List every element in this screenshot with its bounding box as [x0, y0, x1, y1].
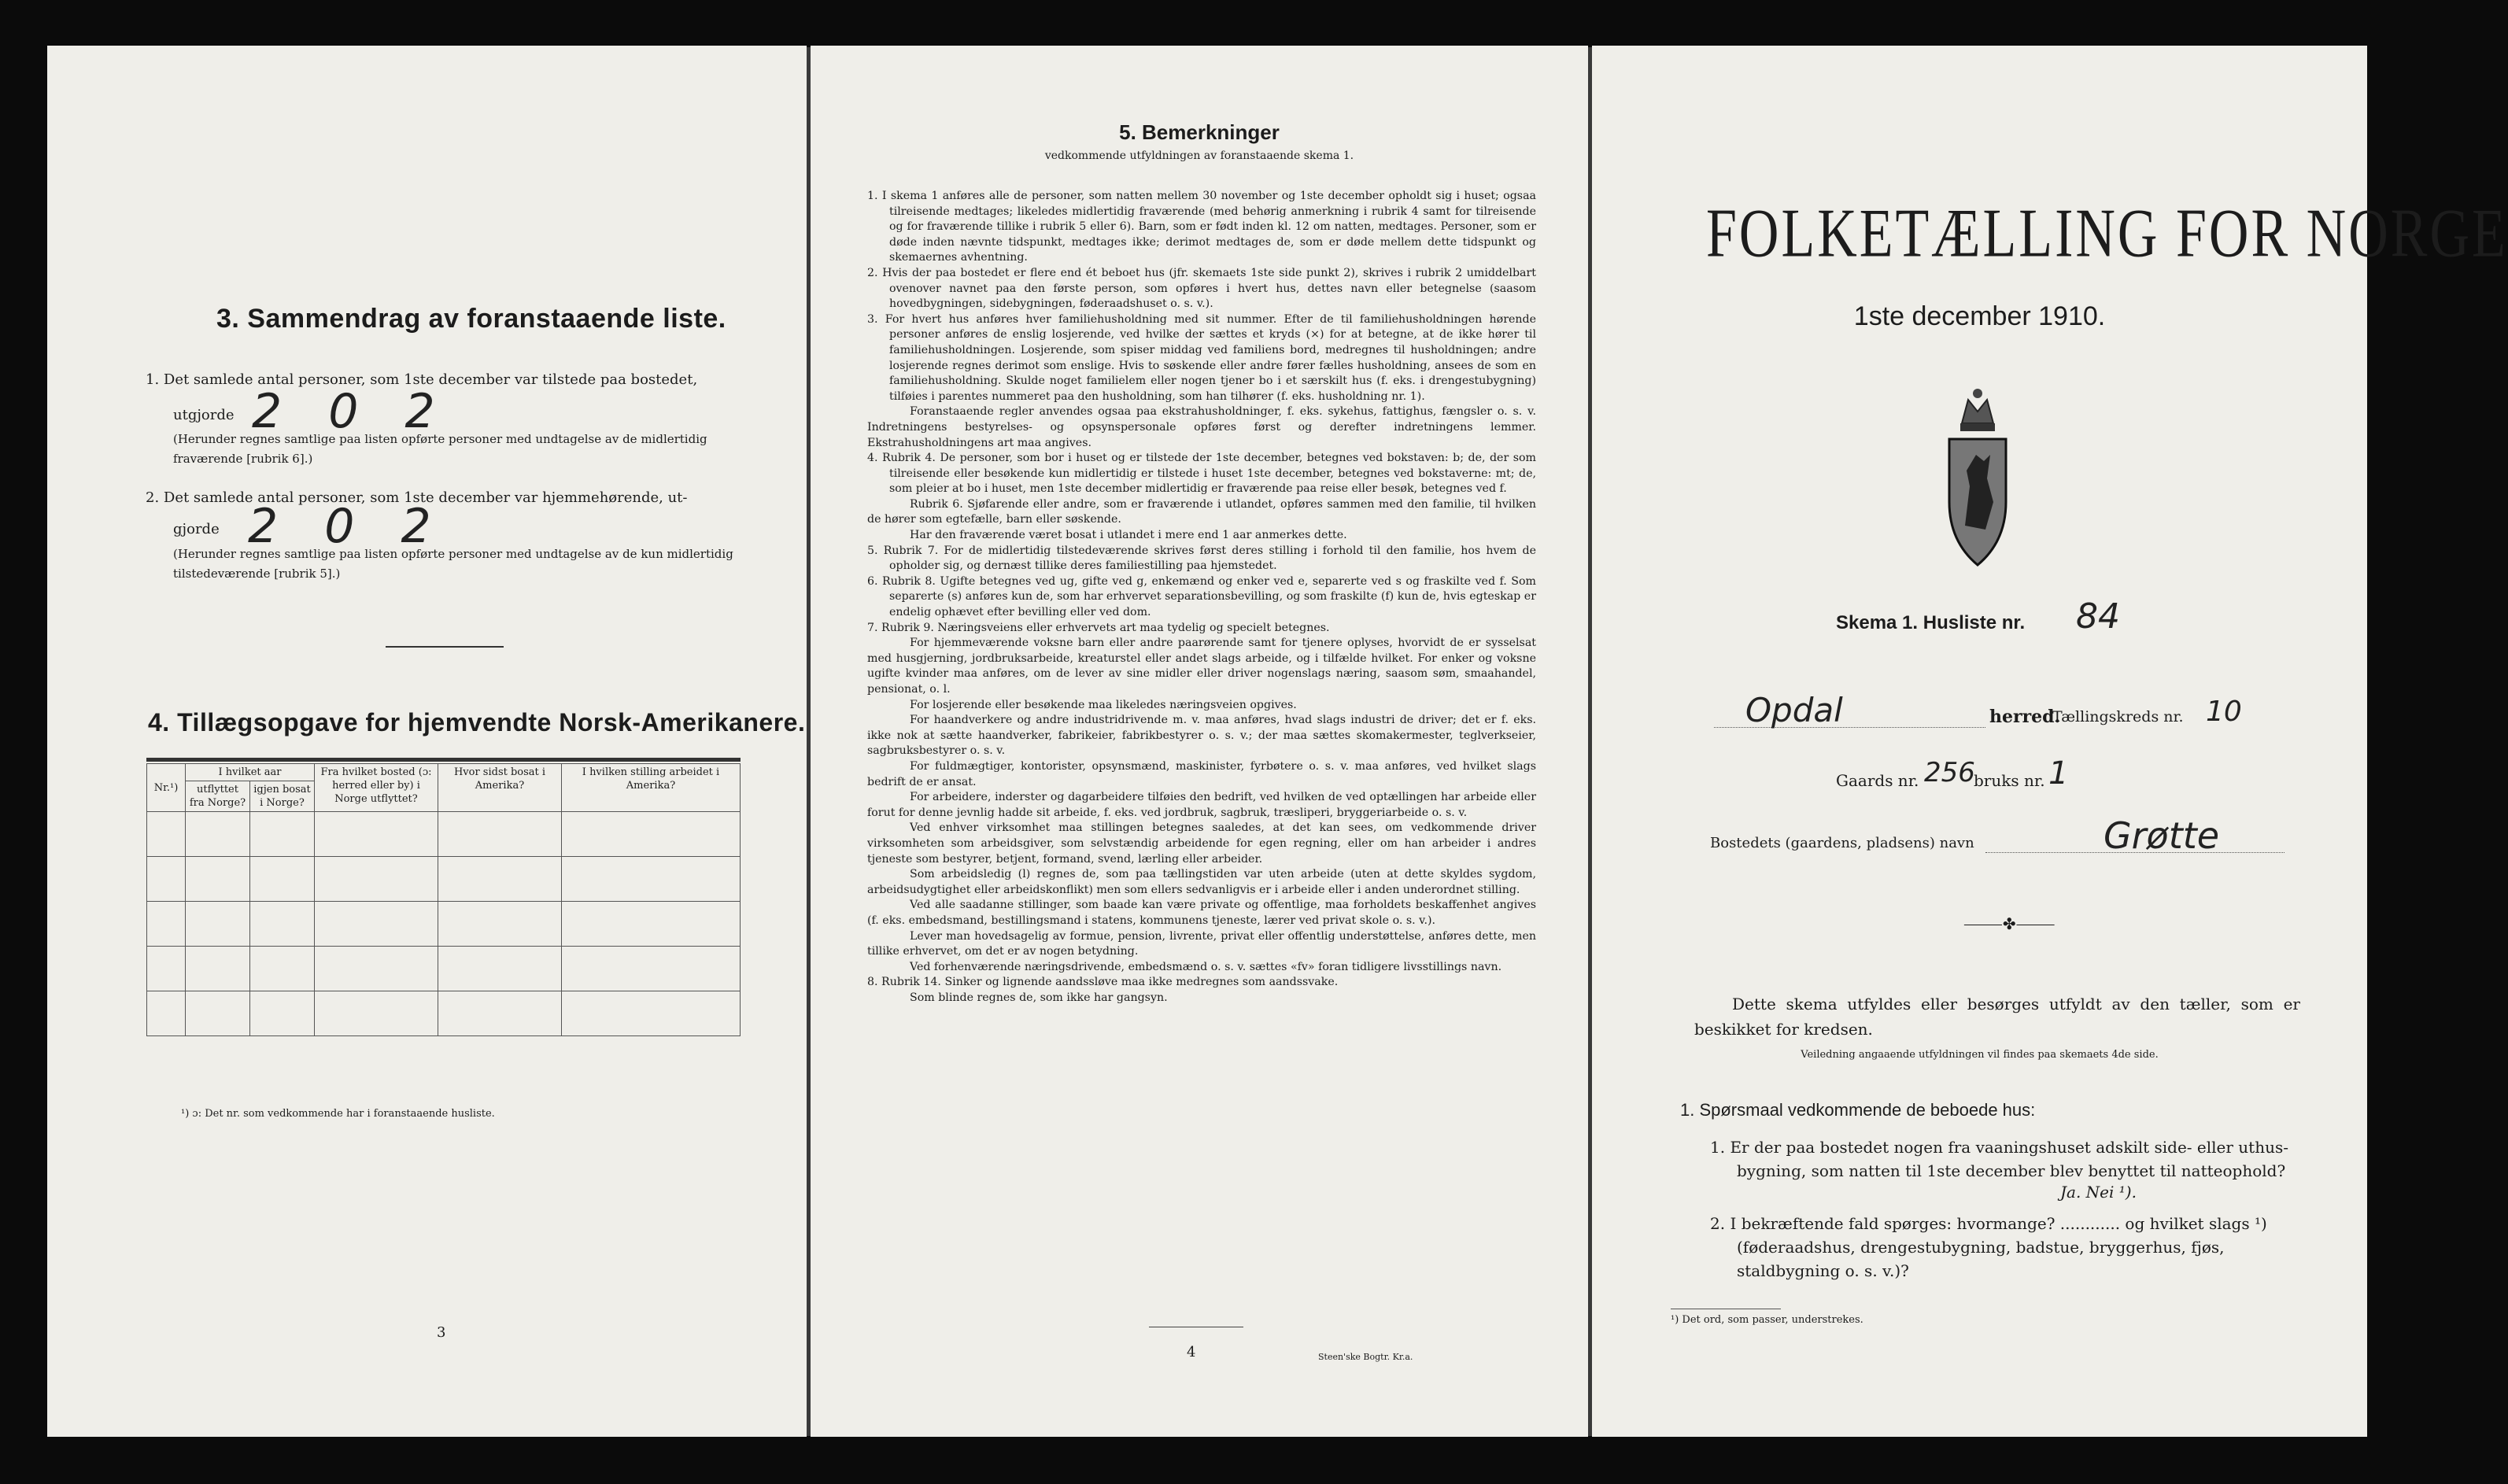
col-returned: igjen bosat i Norge?	[250, 781, 315, 812]
remark-7-c: For haandverkere og andre industridrivende m. v. maa anføres, hvad slags industri de driver; det er f. eks. ikke nok at sætte haandverker, fabrikeier, fabrikbestyrer o. s. v.; der maa sættes skomakermester, teglverkseier, sagbruksbestyrer o. s. v.	[867, 714, 1536, 758]
bosted-line	[1710, 814, 2308, 860]
table-row	[147, 857, 741, 902]
question-2: 2. I bekræftende fald spørges: hvormange? ............ og hvilket slags ¹) (føderaadshus, drengestubygning, badstue, bryggerhus, fjøs, staldbygning o. s. v.)?	[1710, 1214, 2267, 1280]
questions-heading: 1. Spørsmaal vedkommende de beboede hus:	[1680, 1100, 2036, 1120]
remarks-list	[867, 189, 1536, 1006]
remark-7-f: Ved enhver virksomhet maa stillingen betegnes saaledes, at det kan sees, om vedkommende driver virksomheten som arbeidsgiver, som selvstændig arbeidende for egen regning, eller om han arbeider i andres tjeneste som bestyrer, betjent, formand, svend, lærling eller arbeider.	[867, 821, 1536, 866]
remark-7-j: Ved forhenværende næringsdrivende, embedsmænd o. s. v. sættes «fv» foran tidligere livsstillings navn.	[910, 960, 1502, 973]
page-number-4: 4	[1187, 1344, 1196, 1360]
col-group-year: I hvilket aar	[186, 764, 315, 781]
remark-4-rubrik6: Rubrik 6. Sjøfarende eller andre, som er fraværende i utlandet, opføres sammen med den familie, til hvilken de hører som egtefælle, barn eller søskende.	[867, 497, 1536, 526]
bruks-value: 1	[2048, 755, 2069, 792]
col-emigrated: utflyttet fra Norge?	[186, 781, 250, 812]
schema-label: Skema 1. Husliste nr.	[1836, 612, 2026, 633]
section-5-subtitle: vedkommende utfyldningen av foranstaaende skema 1.	[1044, 150, 1354, 162]
remark-2: 2. Hvis der paa bostedet er flere end ét beboet hus (jfr. skemaets 1ste side punkt 2), skrives i rubrik 2 umiddelbart ovenover navnet paa den første person, som opføres i hvert hus, dettes navn eller betegnelse (saasom hovedbygningen, sidebygningen, føderaadshuset o. s. v.).	[867, 266, 1536, 311]
coat-of-arms-icon	[1938, 368, 2017, 573]
footnote: ¹) Det ord, som passer, understrekes.	[1671, 1314, 1863, 1326]
divider	[386, 646, 504, 648]
ornament-icon: ⸻✤⸻	[1963, 914, 2056, 933]
remark-4: 4. Rubrik 4. De personer, som bor i huset og er tilstede der 1ste december, betegnes ved bokstaven: b; de, der som tilreisende eller besøkende kun midlertidig er tilstede i huset 1ste december, betegnes ved bokstaverne: mt; de, som pleier at bo i huset, men 1ste december midlertidig er fraværende paa reise eller besøk, betegnes ved f.	[867, 452, 1536, 496]
remark-5: 5. Rubrik 7. For de midlertidig tilstedeværende skrives først deres stilling i forhold til den familie, hos hvem de opholder sig, og dernæst tillike deres familiestilling paa hjemstedet.	[867, 544, 1536, 573]
item-2-text: 2. Det samlede antal personer, som 1ste december var hjemmehørende, ut-	[146, 489, 688, 506]
printer-mark: Steen'ske Bogtr. Kr.a.	[1318, 1352, 1413, 1362]
norsk-amerikanere-table	[146, 763, 741, 1036]
intro-text: Dette skema utfyldes eller besørges utfyldt av den tæller, som er beskikket for kredsen.	[1694, 995, 2300, 1039]
item-1-value: 2 0 2	[252, 384, 451, 439]
section-5-title: 5. Bemerkninger	[1119, 120, 1280, 144]
gaards-label: Gaards nr.	[1836, 771, 1919, 790]
question-1: 1. Er der paa bostedet nogen fra vaaningshuset adskilt side- eller uthus-bygning, som natten til 1ste december blev benyttet til natteophold?	[1710, 1138, 2288, 1180]
gaards-line	[1836, 755, 2229, 792]
col-last-residence: Hvor sidst bosat i Amerika?	[438, 764, 562, 812]
col-occupation: I hvilken stilling arbeidet i Amerika?	[562, 764, 741, 812]
remark-6: 6. Rubrik 8. Ugifte betegnes ved ug, gifte ved g, enkemænd og enker ved e, separerte ved s og fraskilte ved f. Som separerte (s) anføres kun de, som har erhvervet separationsbevilling, og som fraskilte (f) kun de, hvis egteskap er endelig ophævet efter bevilling eller ved dom.	[867, 574, 1536, 619]
remark-7-b: For losjerende eller besøkende maa likeledes næringsveien opgives.	[910, 698, 1297, 711]
remark-7-e: For arbeidere, inderster og dagarbeidere tilføies den bedrift, ved hvilken de ved optællingen har arbeide eller forut for denne jevnlig hadde sit arbeide, f. eks. ved jordbruk, sagbruk, træsliperi, bryggeriarbeide o. s. v.	[867, 791, 1536, 819]
page-4-remarks	[811, 46, 1588, 1437]
page-number-3: 3	[437, 1324, 446, 1341]
remark-8: 8. Rubrik 14. Sinker og lignende aandssløve maa ikke medregnes som aandssvake.	[867, 976, 1339, 989]
remark-7-a: For hjemmeværende voksne barn eller andre paarørende samt for tjenere oplyses, hvorvidt de er sysselsat med husgjerning, jordbruksarbeide, kreaturstel eller andet slags arbeide, og i tilfælde hvilket. For enker og voksne ugifte kvinder maa anføres, om de lever av sine midler eller driver nogenslags næring, saasom søm, smaahandel, pensionat, o. l.	[867, 637, 1536, 696]
remark-3-ext: Foranstaaende regler anvendes ogsaa paa ekstrahusholdninger, f. eks. sykehus, fattighus, fængsler o. s. v. Indretningens bestyrelses- og opsynspersonale opføres først og derefter indretningens lemmer. Ekstrahusholdningens art maa angives.	[867, 405, 1536, 449]
remark-7-g: Som arbeidsledig (l) regnes de, som paa tællingstiden var uten arbeide (uten at dette skyldes sygdom, arbeidsudygtighet eller arbeidskonflikt) men som ellers sedvanligvis er i arbeide eller i anden underordnet stilling.	[867, 868, 1536, 896]
page-3-summary	[47, 46, 807, 1437]
kreds-value: 10	[2206, 696, 2242, 728]
section-4-title: 4. Tillægsopgave for hjemvendte Norsk-Amerikanere.	[148, 708, 806, 736]
remark-1: 1. I skema 1 anføres alle de personer, som natten mellem 30 november og 1ste december opholdt sig i huset; ogsaa tilreisende medtages; likeledes midlertidig fraværende (med behørig anmerkning i rubrik 4 samt for tilreisende og for fraværende tillike i rubrik 5 eller 6). Barn, som er født inden kl. 12 om natten, medtages. Personer, som er døde inden nævnte tidspunkt, medtages ikke; derimot medtages de, som er døde mellem dette tidspunkt og skemaernes avhentning.	[867, 190, 1536, 264]
table-row	[147, 947, 741, 991]
item-1-prefix: utgjorde	[173, 407, 235, 423]
remark-3: 3. For hvert hus anføres hver familiehusholdning med sit nummer. Efter de til familiehusholdningen hørende personer anføres de enslig losjerende, ved hvilke der sættes et kryds (×) for at betegne, at de ikke hører til familiehusholdningen. Losjerende, som spiser middag ved familiens bord, medregnes til husholdningen; andre losjerende regnes derimot som enslige. Hvis to søskende eller andre fører fælles husholdning, ansees de som en familiehusholdning. Skulde noget familielem eller nogen tjener bo i et særskilt hus (f. eks. i drengestubygning) tilføies i parentes nummeret paa den husholdning, som han tilhører (f. eks. husholdning nr. 1).	[867, 312, 1536, 403]
item-1-text: 1. Det samlede antal personer, som 1ste december var tilstede paa bostedet,	[146, 371, 698, 388]
table-row	[147, 991, 741, 1036]
table-row	[147, 902, 741, 947]
section-3-title: 3. Sammendrag av foranstaaende liste.	[216, 304, 726, 334]
husliste-nr: 84	[2076, 596, 2120, 637]
herred-value: Opdal	[1745, 691, 1843, 729]
remark-7: 7. Rubrik 9. Næringsveiens eller erhvervets art maa tydelig og specielt betegnes.	[867, 621, 1330, 634]
bosted-label: Bostedets (gaardens, pladsens) navn	[1710, 835, 1974, 851]
remark-7-h: Ved alle saadanne stillinger, som baade kan være private og offentlige, maa forholdets beskaffenhet angives (f. eks. embedsmand, bestillingsmand i statens, kommunens tjeneste, lærer ved privat skole o. s. v.).	[867, 899, 1536, 927]
remark-7-i: Lever man hovedsagelig av formue, pension, livrente, privat eller offentlig understøttelse, anføres dette, men tillike erhvervet, om det er av nogen betydning.	[867, 929, 1536, 958]
remark-8-a: Som blinde regnes de, som ikke har gangsyn.	[910, 991, 1168, 1004]
guidance-text: Veiledning angaaende utfyldningen vil findes paa skemaets 4de side.	[1801, 1049, 2159, 1061]
herred-label: herred.	[1989, 707, 2061, 727]
table-row	[147, 812, 741, 857]
question-1-answer: Ja. Nei ¹).	[2060, 1183, 2137, 1202]
table-footnote: ¹) ɔ: Det nr. som vedkommende har i foranstaaende husliste.	[181, 1108, 495, 1120]
main-title: FOLKETÆLLING FOR NORGE	[1706, 196, 2508, 272]
herred-line	[1714, 691, 2265, 729]
item-2-prefix: gjorde	[173, 521, 220, 537]
bosted-value: Grøtte	[2104, 814, 2220, 857]
census-date: 1ste december 1910.	[1853, 301, 2106, 331]
cover-page	[1592, 46, 2508, 1437]
item-1-note: (Herunder regnes samtlige paa listen opførte personer med undtagelse av de midlertidig fraværende [rubrik 6].)	[173, 432, 707, 466]
item-2-value: 2 0 2	[248, 499, 447, 554]
item-2-note: (Herunder regnes samtlige paa listen opførte personer med undtagelse av de kun midlertidig tilstedeværende [rubrik 5].)	[173, 547, 733, 581]
gaards-value: 256	[1924, 757, 1975, 788]
bruks-label: bruks nr.	[1974, 771, 2045, 790]
remark-4-abroad: Har den fraværende været bosat i utlandet i mere end 1 aar anmerkes dette.	[910, 529, 1347, 542]
col-from-place: Fra hvilket bosted (ɔ: herred eller by) i Norge utflyttet?	[315, 764, 438, 812]
remark-7-d: For fuldmægtiger, kontorister, opsynsmænd, maskinister, fyrbøtere o. s. v. maa anføres, ved hvilket slags bedrift de er ansat.	[867, 759, 1536, 788]
col-nr: Nr.¹)	[147, 764, 186, 812]
table-top-rule	[146, 758, 741, 762]
kreds-label: Tællingskreds nr.	[2052, 708, 2184, 725]
